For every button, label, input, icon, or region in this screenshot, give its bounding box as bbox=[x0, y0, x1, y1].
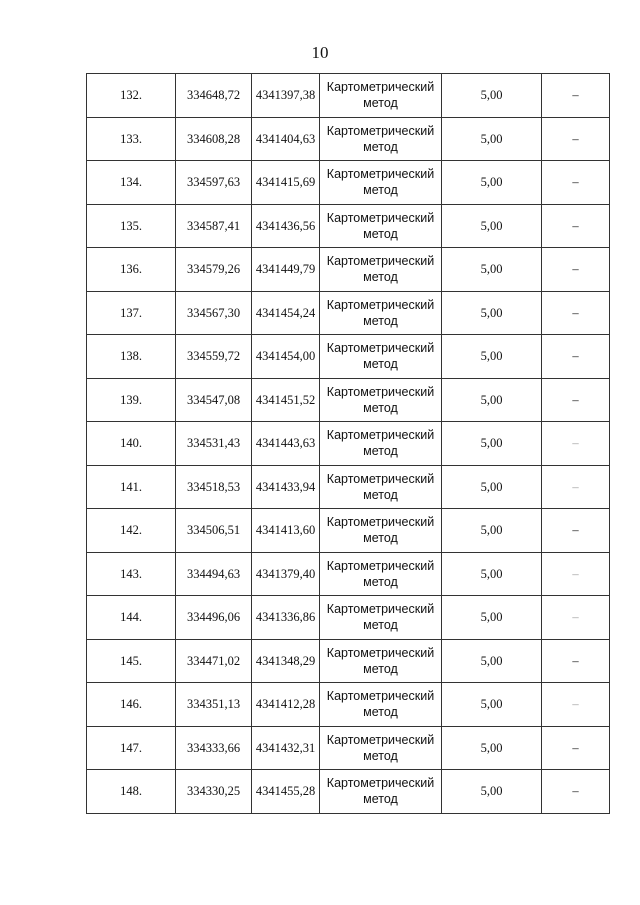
error-value: 5,00 bbox=[442, 117, 542, 161]
error-value: 5,00 bbox=[442, 161, 542, 205]
error-value: 5,00 bbox=[442, 291, 542, 335]
note-dash: – bbox=[542, 335, 610, 379]
note-dash: – bbox=[542, 552, 610, 596]
method: Картометрический метод bbox=[320, 248, 442, 292]
coordinate-y: 4341404,63 bbox=[252, 117, 320, 161]
table-row bbox=[87, 683, 610, 727]
table-row bbox=[87, 639, 610, 683]
coordinate-y: 4341454,00 bbox=[252, 335, 320, 379]
table-row bbox=[87, 117, 610, 161]
table-row bbox=[87, 509, 610, 553]
method: Картометрический метод bbox=[320, 552, 442, 596]
coordinate-x: 334587,41 bbox=[176, 204, 252, 248]
note-dash: – bbox=[542, 248, 610, 292]
method: Картометрический метод bbox=[320, 683, 442, 727]
point-number: 142. bbox=[87, 509, 176, 553]
coordinate-x: 334330,25 bbox=[176, 770, 252, 814]
note-dash: – bbox=[542, 639, 610, 683]
note-dash: – bbox=[542, 117, 610, 161]
error-value: 5,00 bbox=[442, 422, 542, 466]
method: Картометрический метод bbox=[320, 204, 442, 248]
coordinate-x: 334531,43 bbox=[176, 422, 252, 466]
table-row bbox=[87, 465, 610, 509]
error-value: 5,00 bbox=[442, 509, 542, 553]
method: Картометрический метод bbox=[320, 378, 442, 422]
coordinate-y: 4341336,86 bbox=[252, 596, 320, 640]
coordinate-x: 334333,66 bbox=[176, 726, 252, 770]
table-row bbox=[87, 161, 610, 205]
coordinate-x: 334506,51 bbox=[176, 509, 252, 553]
note-dash: – bbox=[542, 465, 610, 509]
table-row bbox=[87, 335, 610, 379]
table-row bbox=[87, 770, 610, 814]
coordinate-y: 4341449,79 bbox=[252, 248, 320, 292]
coordinate-y: 4341348,29 bbox=[252, 639, 320, 683]
coordinates-table bbox=[86, 73, 610, 814]
coordinate-x: 334567,30 bbox=[176, 291, 252, 335]
point-number: 135. bbox=[87, 204, 176, 248]
coordinate-x: 334351,13 bbox=[176, 683, 252, 727]
point-number: 143. bbox=[87, 552, 176, 596]
coordinate-y: 4341436,56 bbox=[252, 204, 320, 248]
coordinate-x: 334648,72 bbox=[176, 74, 252, 118]
method: Картометрический метод bbox=[320, 74, 442, 118]
coordinate-x: 334518,53 bbox=[176, 465, 252, 509]
note-dash: – bbox=[542, 770, 610, 814]
table-row bbox=[87, 378, 610, 422]
coordinate-y: 4341413,60 bbox=[252, 509, 320, 553]
table-row bbox=[87, 248, 610, 292]
point-number: 138. bbox=[87, 335, 176, 379]
coordinate-x: 334547,08 bbox=[176, 378, 252, 422]
error-value: 5,00 bbox=[442, 726, 542, 770]
coordinate-x: 334608,28 bbox=[176, 117, 252, 161]
point-number: 146. bbox=[87, 683, 176, 727]
table-row bbox=[87, 552, 610, 596]
table-row bbox=[87, 726, 610, 770]
point-number: 134. bbox=[87, 161, 176, 205]
note-dash: – bbox=[542, 683, 610, 727]
coordinate-y: 4341443,63 bbox=[252, 422, 320, 466]
coordinate-x: 334559,72 bbox=[176, 335, 252, 379]
error-value: 5,00 bbox=[442, 639, 542, 683]
method: Картометрический метод bbox=[320, 726, 442, 770]
error-value: 5,00 bbox=[442, 204, 542, 248]
method: Картометрический метод bbox=[320, 770, 442, 814]
page-number: 10 bbox=[311, 43, 329, 62]
coordinate-y: 4341415,69 bbox=[252, 161, 320, 205]
point-number: 139. bbox=[87, 378, 176, 422]
coordinate-x: 334494,63 bbox=[176, 552, 252, 596]
method: Картометрический метод bbox=[320, 291, 442, 335]
error-value: 5,00 bbox=[442, 552, 542, 596]
note-dash: – bbox=[542, 204, 610, 248]
note-dash: – bbox=[542, 74, 610, 118]
coordinate-y: 4341433,94 bbox=[252, 465, 320, 509]
method: Картометрический метод bbox=[320, 465, 442, 509]
error-value: 5,00 bbox=[442, 465, 542, 509]
point-number: 145. bbox=[87, 639, 176, 683]
point-number: 148. bbox=[87, 770, 176, 814]
table-row bbox=[87, 422, 610, 466]
note-dash: – bbox=[542, 509, 610, 553]
note-dash: – bbox=[542, 726, 610, 770]
point-number: 144. bbox=[87, 596, 176, 640]
note-dash: – bbox=[542, 161, 610, 205]
note-dash: – bbox=[542, 422, 610, 466]
method: Картометрический метод bbox=[320, 422, 442, 466]
point-number: 140. bbox=[87, 422, 176, 466]
method: Картометрический метод bbox=[320, 161, 442, 205]
coordinate-y: 4341432,31 bbox=[252, 726, 320, 770]
error-value: 5,00 bbox=[442, 770, 542, 814]
error-value: 5,00 bbox=[442, 248, 542, 292]
coordinate-y: 4341454,24 bbox=[252, 291, 320, 335]
coordinate-y: 4341397,38 bbox=[252, 74, 320, 118]
point-number: 147. bbox=[87, 726, 176, 770]
error-value: 5,00 bbox=[442, 335, 542, 379]
error-value: 5,00 bbox=[442, 378, 542, 422]
coordinate-x: 334496,06 bbox=[176, 596, 252, 640]
coordinate-x: 334471,02 bbox=[176, 639, 252, 683]
note-dash: – bbox=[542, 378, 610, 422]
coordinate-y: 4341412,28 bbox=[252, 683, 320, 727]
method: Картометрический метод bbox=[320, 117, 442, 161]
coordinate-y: 4341379,40 bbox=[252, 552, 320, 596]
method: Картометрический метод bbox=[320, 509, 442, 553]
point-number: 141. bbox=[87, 465, 176, 509]
table-row bbox=[87, 291, 610, 335]
table-row bbox=[87, 204, 610, 248]
note-dash: – bbox=[542, 291, 610, 335]
method: Картометрический метод bbox=[320, 335, 442, 379]
error-value: 5,00 bbox=[442, 596, 542, 640]
point-number: 133. bbox=[87, 117, 176, 161]
method: Картометрический метод bbox=[320, 639, 442, 683]
point-number: 132. bbox=[87, 74, 176, 118]
table-row bbox=[87, 74, 610, 118]
error-value: 5,00 bbox=[442, 74, 542, 118]
note-dash: – bbox=[542, 596, 610, 640]
coordinate-y: 4341455,28 bbox=[252, 770, 320, 814]
coordinate-x: 334597,63 bbox=[176, 161, 252, 205]
coordinate-y: 4341451,52 bbox=[252, 378, 320, 422]
point-number: 137. bbox=[87, 291, 176, 335]
table-row bbox=[87, 596, 610, 640]
error-value: 5,00 bbox=[442, 683, 542, 727]
point-number: 136. bbox=[87, 248, 176, 292]
coordinate-x: 334579,26 bbox=[176, 248, 252, 292]
method: Картометрический метод bbox=[320, 596, 442, 640]
